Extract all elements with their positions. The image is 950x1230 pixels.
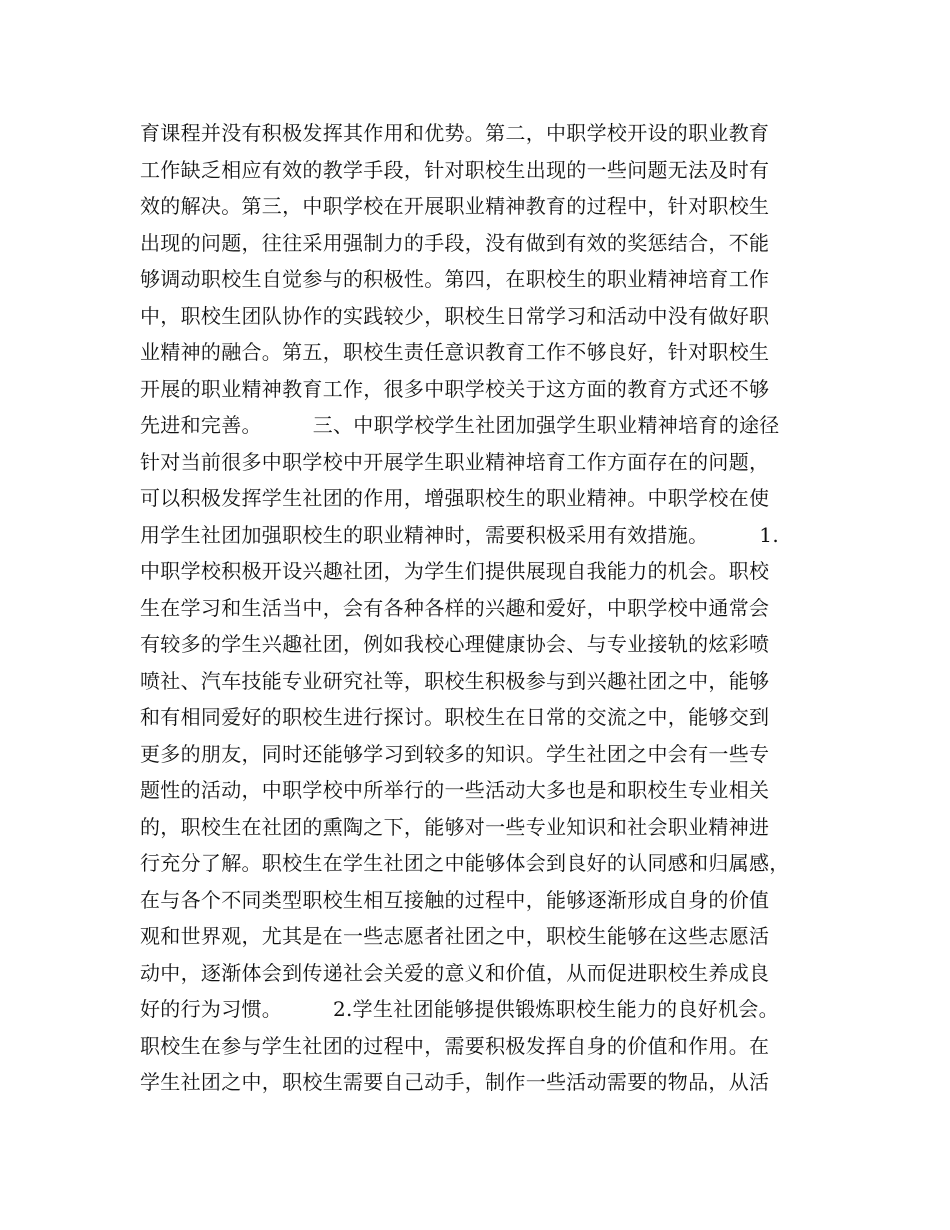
text-line: 中职学校积极开设兴趣社团，为学生们提供展现自我能力的机会。职校 (140, 559, 770, 583)
text-line: 用学生社团加强职校生的职业精神时，需要积极采用有效措施。 1. (140, 522, 779, 547)
text-line: 题性的活动，中职学校中所举行的一些活动大多也是和职校生专业相关 (140, 778, 770, 802)
text-line: 职校生在参与学生社团的过程中，需要积极发挥自身的价值和作用。在 (140, 1033, 770, 1058)
text-line: 动中，逐渐体会到传递社会关爱的意义和价值，从而促进职校生养成良 (140, 960, 770, 985)
text-line: 的，职校生在社团的熏陶之下，能够对一些专业知识和社会职业精神进 (140, 814, 770, 839)
text-line: 育课程并没有积极发挥其作用和优势。第二，中职学校开设的职业教育 (140, 121, 770, 145)
text-line: 够调动职校生自觉参与的积极性。第四，在职校生的职业精神培育工作 (140, 267, 770, 291)
body-text (140, 115, 830, 1101)
text-line: 和有相同爱好的职校生进行探讨。职校生在日常的交流之中，能够交到 (140, 705, 770, 729)
text-line: 工作缺乏相应有效的教学手段，针对职校生出现的一些问题无法及时有 (140, 157, 770, 182)
text-line: 出现的问题，往往采用强制力的手段，没有做到有效的奖惩结合，不能 (140, 230, 770, 255)
text-line: 有较多的学生兴趣社团，例如我校心理健康协会、与专业接轨的炫彩喷 (140, 632, 770, 656)
text-line: 喷社、汽车技能专业研究社等，职校生积极参与到兴趣社团之中，能够 (140, 668, 770, 693)
text-line: 更多的朋友，同时还能够学习到较多的知识。学生社团之中会有一些专 (140, 741, 770, 766)
text-line: 好的行为习惯。 2.学生社团能够提供锻炼职校生能力的良好机会。 (140, 997, 779, 1021)
text-line: 行充分了解。职校生在学生社团之中能够体会到良好的认同感和归属感， (140, 851, 790, 875)
text-line: 先进和完善。 三、中职学校学生社团加强学生职业精神培育的途径 (140, 413, 780, 437)
text-line: 针对当前很多中职学校中开展学生职业精神培育工作方面存在的问题， (140, 449, 770, 474)
text-line: 中，职校生团队协作的实践较少，职校生日常学习和活动中没有做好职 (140, 303, 770, 328)
text-line: 效的解决。第三，中职学校在开展职业精神教育的过程中，针对职校生 (140, 194, 770, 218)
text-line: 可以积极发挥学生社团的作用，增强职校生的职业精神。中职学校在使 (140, 486, 770, 510)
text-line: 开展的职业精神教育工作，很多中职学校关于这方面的教育方式还不够 (140, 376, 770, 401)
text-line: 在与各个不同类型职校生相互接触的过程中，能够逐渐形成自身的价值 (140, 887, 770, 912)
text-line: 业精神的融合。第五，职校生责任意识教育工作不够良好，针对职校生 (140, 340, 770, 364)
text-line: 学生社团之中，职校生需要自己动手，制作一些活动需要的物品，从活 (140, 1070, 770, 1094)
text-line: 生在学习和生活当中，会有各种各样的兴趣和爱好，中职学校中通常会 (140, 595, 770, 620)
text-line: 观和世界观，尤其是在一些志愿者社团之中，职校生能够在这些志愿活 (140, 924, 770, 948)
